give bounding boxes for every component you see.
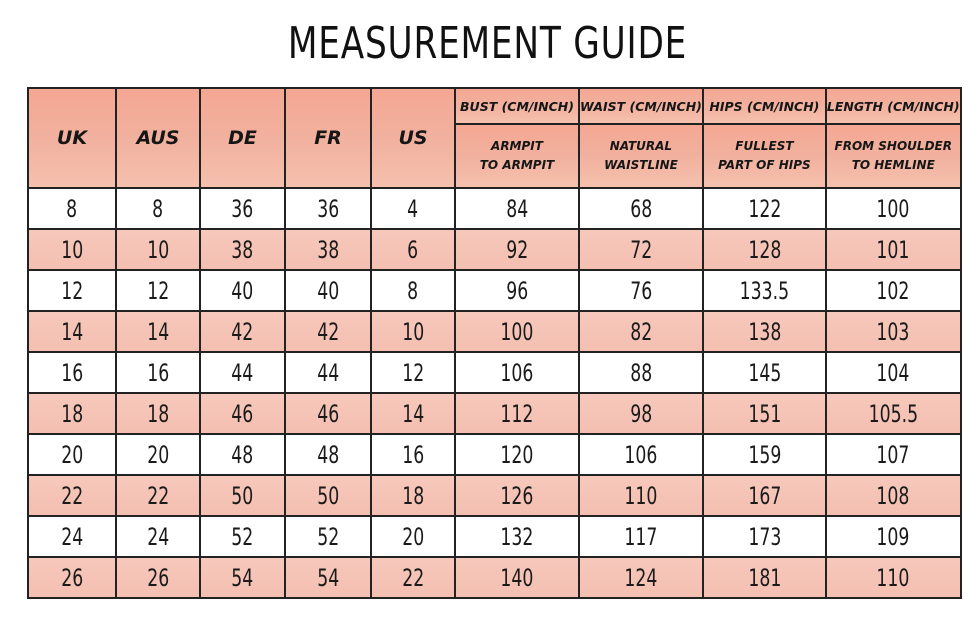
cell-uk [28, 475, 116, 516]
cell-aus [116, 557, 200, 598]
cell-value: 16 [401, 440, 424, 469]
page-title: MEASUREMENT GUIDE [287, 18, 688, 69]
cell-us [371, 311, 455, 352]
cell-bust [455, 270, 579, 311]
cell-value: 20 [60, 440, 83, 469]
cell-us [371, 229, 455, 270]
cell-uk [28, 434, 116, 475]
cell-value: 96 [505, 276, 528, 305]
cell-value: 101 [876, 235, 910, 264]
cell-us [371, 270, 455, 311]
cell-value: 10 [60, 235, 83, 264]
cell-value: 18 [401, 481, 424, 510]
cell-length [826, 475, 961, 516]
cell-value: 106 [624, 440, 658, 469]
cell-de [200, 229, 285, 270]
cell-value: 42 [316, 317, 339, 346]
cell-fr [285, 270, 371, 311]
subheader-hips-line2: PART OF HIPS [718, 158, 811, 172]
cell-bust [455, 516, 579, 557]
cell-value: 181 [747, 563, 781, 592]
measurement-table [27, 87, 962, 599]
subheader-hips [703, 124, 826, 188]
cell-de [200, 352, 285, 393]
cell-fr [285, 475, 371, 516]
cell-fr [285, 557, 371, 598]
cell-length [826, 393, 961, 434]
cell-value: 84 [505, 194, 528, 223]
cell-aus [116, 393, 200, 434]
cell-de [200, 434, 285, 475]
cell-value: 117 [624, 522, 658, 551]
cell-value: 22 [146, 481, 169, 510]
cell-value: 108 [876, 481, 910, 510]
cell-fr [285, 229, 371, 270]
cell-length [826, 352, 961, 393]
table-row [28, 311, 961, 352]
cell-value: 22 [60, 481, 83, 510]
cell-bust [455, 352, 579, 393]
cell-waist [579, 270, 703, 311]
cell-value: 16 [60, 358, 83, 387]
cell-value: 14 [401, 399, 424, 428]
cell-value: 103 [876, 317, 910, 346]
cell-value: 104 [876, 358, 910, 387]
cell-aus [116, 516, 200, 557]
subheader-length-line2: TO HEMLINE [851, 158, 935, 172]
cell-fr [285, 434, 371, 475]
cell-value: 44 [231, 358, 254, 387]
cell-value: 42 [231, 317, 254, 346]
cell-us [371, 475, 455, 516]
cell-value: 46 [316, 399, 339, 428]
cell-value: 12 [60, 276, 83, 305]
cell-value: 20 [146, 440, 169, 469]
cell-value: 173 [747, 522, 781, 551]
cell-value: 128 [747, 235, 781, 264]
cell-hips [703, 475, 826, 516]
cell-value: 4 [407, 194, 419, 223]
cell-fr [285, 516, 371, 557]
cell-value: 24 [60, 522, 83, 551]
cell-us [371, 434, 455, 475]
table-body [28, 188, 961, 598]
cell-value: 82 [629, 317, 652, 346]
cell-uk [28, 557, 116, 598]
cell-value: 36 [231, 194, 254, 223]
cell-value: 112 [500, 399, 534, 428]
cell-waist [579, 434, 703, 475]
cell-value: 40 [231, 276, 254, 305]
subheader-waist [579, 124, 703, 188]
table-row [28, 270, 961, 311]
cell-value: 126 [500, 481, 534, 510]
cell-de [200, 311, 285, 352]
cell-value: 48 [316, 440, 339, 469]
header-aus: AUS [116, 88, 200, 188]
cell-value: 76 [629, 276, 652, 305]
cell-hips [703, 557, 826, 598]
subheader-waist-line2: WAISTLINE [604, 158, 678, 172]
cell-value: 145 [747, 358, 781, 387]
cell-hips [703, 270, 826, 311]
cell-value: 107 [876, 440, 910, 469]
cell-value: 102 [876, 276, 910, 305]
cell-aus [116, 270, 200, 311]
cell-value: 50 [316, 481, 339, 510]
cell-us [371, 352, 455, 393]
cell-bust [455, 311, 579, 352]
cell-value: 52 [316, 522, 339, 551]
cell-value: 40 [316, 276, 339, 305]
cell-value: 26 [146, 563, 169, 592]
cell-value: 38 [316, 235, 339, 264]
cell-hips [703, 188, 826, 229]
cell-value: 18 [60, 399, 83, 428]
subheader-length [826, 124, 961, 188]
cell-uk [28, 393, 116, 434]
header-de: DE [200, 88, 285, 188]
cell-value: 68 [629, 194, 652, 223]
cell-value: 106 [500, 358, 534, 387]
cell-value: 24 [146, 522, 169, 551]
cell-value: 132 [500, 522, 534, 551]
table-row [28, 188, 961, 229]
cell-value: 12 [401, 358, 424, 387]
cell-value: 14 [146, 317, 169, 346]
cell-aus [116, 434, 200, 475]
cell-value: 110 [876, 563, 910, 592]
cell-waist [579, 188, 703, 229]
header-fr: FR [285, 88, 371, 188]
cell-aus [116, 311, 200, 352]
cell-length [826, 557, 961, 598]
cell-length [826, 188, 961, 229]
cell-value: 140 [500, 563, 534, 592]
cell-value: 8 [66, 194, 78, 223]
cell-de [200, 475, 285, 516]
cell-value: 100 [876, 194, 910, 223]
cell-waist [579, 229, 703, 270]
cell-de [200, 188, 285, 229]
header-length: LENGTH (CM/INCH) [826, 88, 961, 124]
cell-value: 98 [629, 399, 652, 428]
table-row [28, 393, 961, 434]
cell-us [371, 516, 455, 557]
cell-aus [116, 475, 200, 516]
cell-value: 18 [146, 399, 169, 428]
cell-value: 22 [401, 563, 424, 592]
cell-bust [455, 557, 579, 598]
cell-uk [28, 516, 116, 557]
cell-hips [703, 352, 826, 393]
cell-value: 72 [629, 235, 652, 264]
cell-waist [579, 352, 703, 393]
cell-value: 167 [747, 481, 781, 510]
cell-value: 38 [231, 235, 254, 264]
cell-waist [579, 311, 703, 352]
cell-hips [703, 311, 826, 352]
cell-value: 16 [146, 358, 169, 387]
cell-fr [285, 352, 371, 393]
table-row [28, 516, 961, 557]
subheader-bust [455, 124, 579, 188]
cell-value: 10 [401, 317, 424, 346]
cell-value: 8 [407, 276, 419, 305]
cell-value: 100 [500, 317, 534, 346]
subheader-bust-line1: ARMPIT [491, 139, 543, 153]
cell-value: 54 [231, 563, 254, 592]
cell-length [826, 311, 961, 352]
cell-value: 50 [231, 481, 254, 510]
table-row [28, 434, 961, 475]
cell-value: 26 [60, 563, 83, 592]
cell-value: 52 [231, 522, 254, 551]
cell-aus [116, 229, 200, 270]
cell-de [200, 393, 285, 434]
cell-bust [455, 229, 579, 270]
cell-value: 124 [624, 563, 658, 592]
cell-de [200, 557, 285, 598]
cell-hips [703, 434, 826, 475]
cell-fr [285, 393, 371, 434]
header-uk: UK [28, 88, 116, 188]
cell-value: 110 [624, 481, 658, 510]
cell-value: 120 [500, 440, 534, 469]
cell-uk [28, 270, 116, 311]
cell-de [200, 270, 285, 311]
cell-waist [579, 557, 703, 598]
subheader-hips-line1: FULLEST [735, 139, 794, 153]
cell-value: 88 [629, 358, 652, 387]
cell-hips [703, 393, 826, 434]
cell-us [371, 557, 455, 598]
cell-bust [455, 393, 579, 434]
cell-value: 46 [231, 399, 254, 428]
cell-length [826, 434, 961, 475]
cell-length [826, 270, 961, 311]
header-hips: HIPS (CM/INCH) [703, 88, 826, 124]
cell-bust [455, 188, 579, 229]
cell-hips [703, 516, 826, 557]
cell-bust [455, 434, 579, 475]
cell-value: 133.5 [739, 276, 790, 305]
cell-aus [116, 352, 200, 393]
cell-value: 20 [401, 522, 424, 551]
cell-uk [28, 311, 116, 352]
header-waist: WAIST (CM/INCH) [579, 88, 703, 124]
cell-us [371, 393, 455, 434]
subheader-length-line1: FROM SHOULDER [834, 139, 952, 153]
cell-value: 54 [316, 563, 339, 592]
cell-length [826, 229, 961, 270]
subheader-bust-line2: TO ARMPIT [479, 158, 555, 172]
header-bust: BUST (CM/INCH) [455, 88, 579, 124]
cell-value: 14 [60, 317, 83, 346]
cell-value: 122 [747, 194, 781, 223]
cell-fr [285, 188, 371, 229]
cell-value: 105.5 [868, 399, 918, 428]
cell-value: 10 [146, 235, 169, 264]
cell-value: 48 [231, 440, 254, 469]
cell-value: 12 [146, 276, 169, 305]
cell-de [200, 516, 285, 557]
cell-uk [28, 352, 116, 393]
table-row [28, 557, 961, 598]
cell-value: 159 [747, 440, 781, 469]
cell-value: 92 [505, 235, 528, 264]
cell-value: 6 [407, 235, 419, 264]
cell-aus [116, 188, 200, 229]
cell-waist [579, 475, 703, 516]
table-row [28, 475, 961, 516]
cell-value: 151 [747, 399, 781, 428]
cell-value: 138 [747, 317, 781, 346]
cell-waist [579, 393, 703, 434]
cell-bust [455, 475, 579, 516]
cell-uk [28, 229, 116, 270]
header-us: US [371, 88, 455, 188]
cell-value: 44 [316, 358, 339, 387]
cell-us [371, 188, 455, 229]
cell-hips [703, 229, 826, 270]
table-header [28, 88, 961, 188]
table-row [28, 352, 961, 393]
cell-value: 109 [876, 522, 910, 551]
cell-value: 36 [316, 194, 339, 223]
cell-uk [28, 188, 116, 229]
cell-waist [579, 516, 703, 557]
cell-value: 8 [152, 194, 164, 223]
cell-length [826, 516, 961, 557]
cell-fr [285, 311, 371, 352]
table-row [28, 229, 961, 270]
subheader-waist-line1: NATURAL [609, 139, 673, 153]
